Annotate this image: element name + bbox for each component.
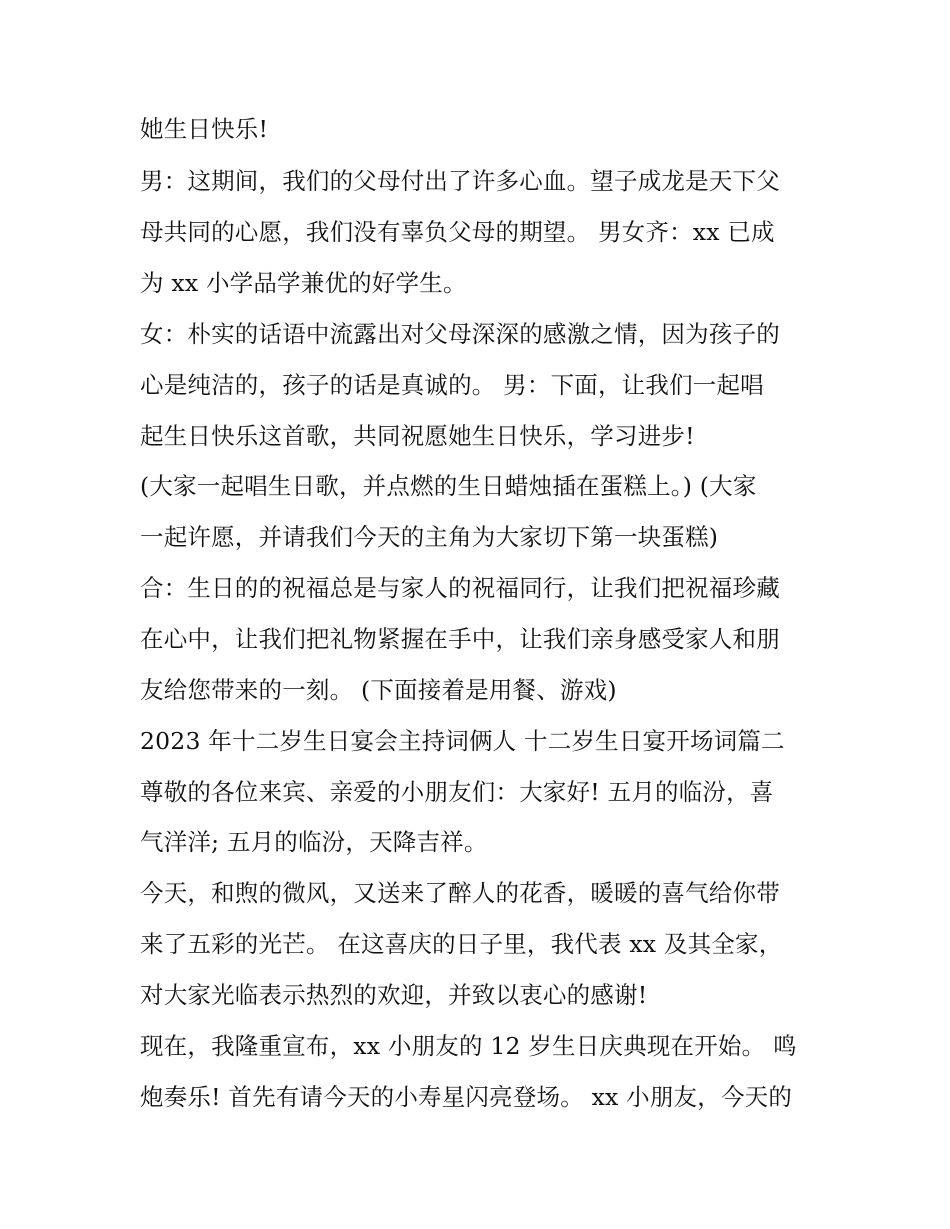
text-line: 为 xx 小学品学兼优的好学生。 xyxy=(140,269,467,297)
text-line: 现在，我隆重宣布，xx 小朋友的 12 岁生日庆典现在开始。 鸣 xyxy=(140,1032,797,1060)
text-line: 男：这期间，我们的父母付出了许多心血。望子成龙是天下父 xyxy=(140,167,780,195)
text-line: 她生日快乐! xyxy=(140,115,269,143)
text-line: 来了五彩的光芒。 在这喜庆的日子里，我代表 xx 及其全家， xyxy=(140,930,783,958)
text-line: (大家一起唱生日歌，并点燃的生日蜡烛插在蛋糕上。) (大家 xyxy=(140,472,757,500)
text-line: 母共同的心愿，我们没有辜负父母的期望。 男女齐：xx 已成 xyxy=(140,218,775,246)
text-line: 在心中，让我们把礼物紧握在手中，让我们亲身感受家人和朋 xyxy=(140,625,780,653)
text-line: 女：朴实的话语中流露出对父母深深的感激之情，因为孩子的 xyxy=(140,320,780,348)
text-line: 尊敬的各位来宾、亲爱的小朋友们：大家好! 五月的临汾，喜 xyxy=(140,778,774,806)
text-line: 心是纯洁的，孩子的话是真诚的。 男：下面，让我们一起唱 xyxy=(140,371,764,399)
text-line: 气洋洋; 五月的临汾，天降吉祥。 xyxy=(140,828,488,856)
text-line: 今天，和煦的微风，又送来了醉人的花香，暖暖的喜气给你带 xyxy=(140,879,780,907)
text-line: 合：生日的的祝福总是与家人的祝福同行，让我们把祝福珍藏 xyxy=(140,574,780,602)
text-line: 2023 年十二岁生日宴会主持词俩人 十二岁生日宴开场词篇二 xyxy=(140,727,785,755)
text-line: 一起许愿，并请我们今天的主角为大家切下第一块蛋糕) xyxy=(140,523,719,551)
text-line: 炮奏乐! 首先有请今天的小寿星闪亮登场。 xx 小朋友，今天的 xyxy=(140,1083,793,1111)
text-line: 友给您带来的一刻。 (下面接着是用餐、游戏) xyxy=(140,676,617,704)
text-line: 对大家光临表示热烈的欢迎，并致以衷心的感谢! xyxy=(140,981,648,1009)
text-line: 起生日快乐这首歌，共同祝愿她生日快乐，学习进步! xyxy=(140,422,695,450)
